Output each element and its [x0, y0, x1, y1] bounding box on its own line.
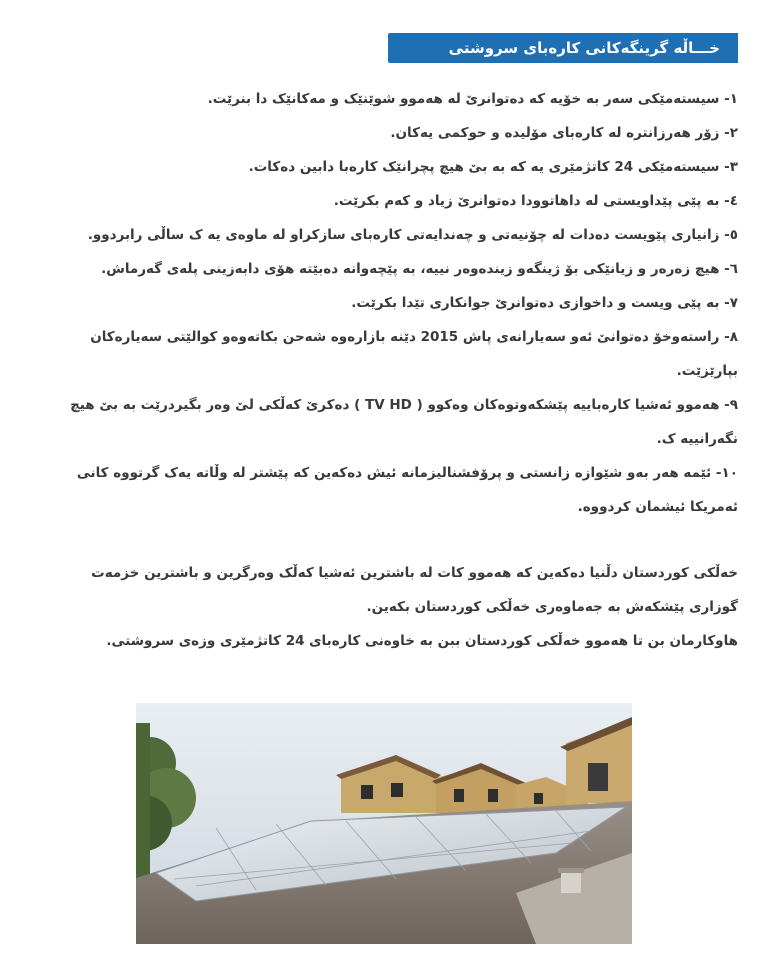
point-1: ١- سیستەمێکی سەر بە خۆیە کە دەتوانرێ لە هەموو شوێنێک و مەکانێک دا بنرێت. [207, 91, 738, 107]
point-7: ٧- بە پێی ویست و داخوازی دەتوانرێ جوانکاری تێدا بکرێت. [351, 295, 738, 311]
point-10: ١٠- ئێمە هەر بەو شێوازە زانستی و پرۆفشنالیزمانە ئیش دەکەین کە پێشتر لە وڵاتە یەک گرتووە کانی ئەمریکا ئیشمان کردووە. [76, 465, 738, 515]
main-text [60, 82, 738, 658]
point-9: ٩- هەموو ئەشیا کارەباییە پێشکەوتوەکان وەکوو ( TV HD ) دەکرێ کەڵکی لێ وەر بگیردرێت بە بێ هیچ نگەرانییە ک. [70, 397, 738, 447]
closing-paragraph-1: خەڵکی کوردستان دڵنیا دەکەین کە هەموو کات لە باشترین ئەشیا کەڵک وەرگرین و باشترین خزمەت گوزاری پێشکەش بە جەماوەری خەڵکی کوردستان بکەین. [91, 565, 738, 615]
point-6: ٦- هیچ زەرەر و زیانێکی بۆ ژینگەو زیندەوەر نییە، بە پێچەوانە دەبێتە هۆی دابەزینی پلەی گەرماش. [101, 261, 738, 277]
point-5: ٥- زانیاری پێویست دەدات لە چۆنیەتی و چەندایەتی کارەبای سازکراو لە ماوەی یە ک ساڵی رابردوو. [87, 227, 738, 243]
solar-roof-photo [136, 703, 632, 944]
header-banner [388, 33, 738, 63]
closing-paragraph-2: هاوکارمان بن تا هەموو خەڵکی کوردستان ببن بە خاوەنی کارەبای 24 کاتژمێری وزەی سروشتی. [106, 633, 738, 649]
chimney-vent [558, 868, 584, 893]
point-4: ٤- بە پێی پێداویستی لە داهاتوودا دەتوانرێ زیاد و کەم بکرێت. [333, 193, 738, 209]
page-title: خـــاڵە گرینگەکانی کارەبای سروشتی [448, 39, 720, 57]
paragraph-gap [60, 524, 738, 556]
solar-roof-illustration [136, 703, 632, 944]
point-2: ٢- زۆر هەرزانترە لە کارەبای مۆلیدە و حوکمی یەکان. [390, 125, 738, 141]
point-3: ٣- سیستەمێکی 24 کاتژمێری یە کە بە بێ هیچ پچرانێک کارەبا دابین دەکات. [248, 159, 738, 175]
point-8: ٨- راستەوخۆ دەتوانێ ئەو سەیارانەی پاش 2015 دێنە بازارەوە شەحن بکاتەوەو کوالێتی سەیارەکان بپارێزێت. [90, 329, 738, 379]
